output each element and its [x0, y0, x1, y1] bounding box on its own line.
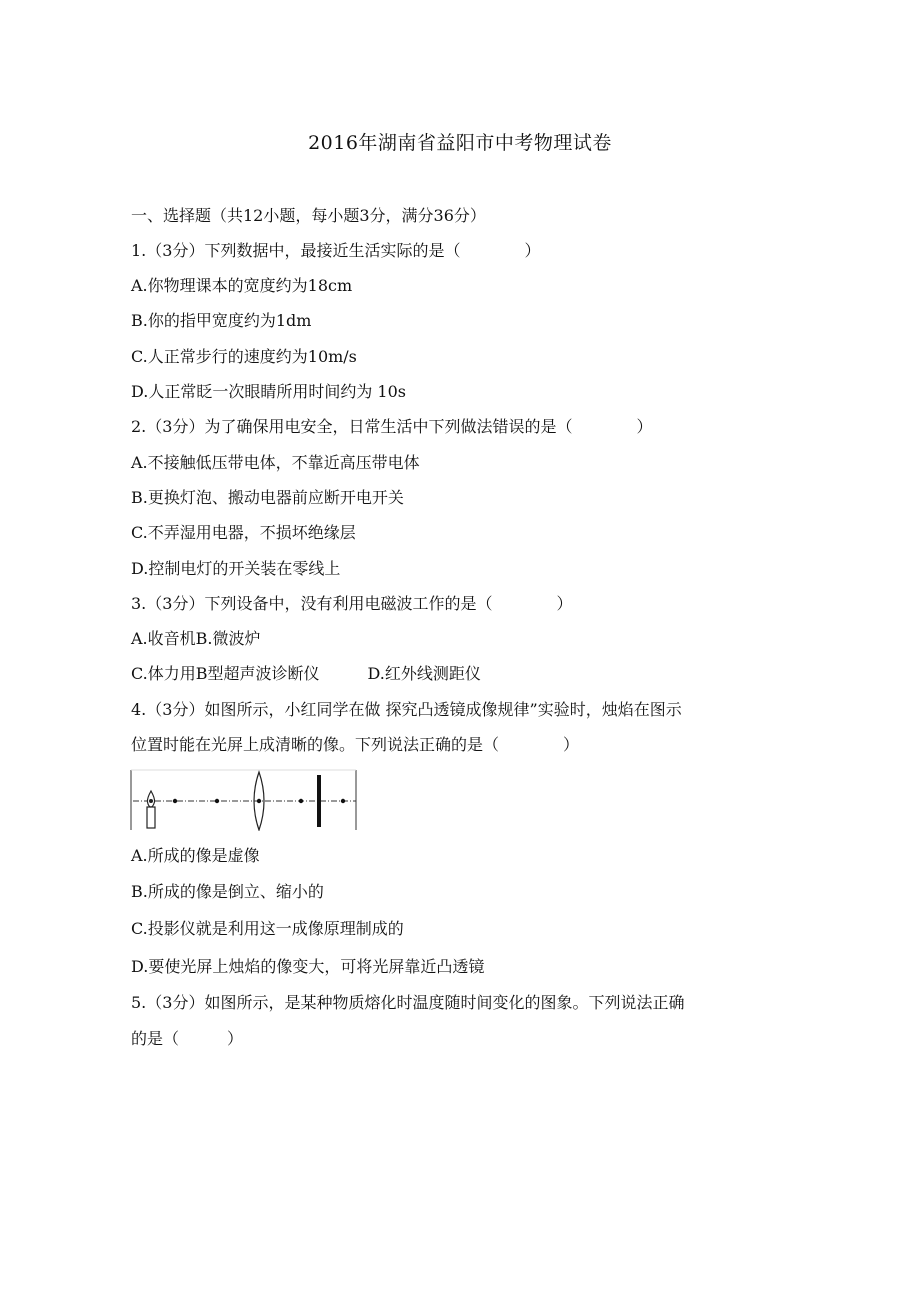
question-1-option-d: D.人正常眨一次眼睛所用时间约为 10s [131, 382, 407, 401]
section-heading: 一、选择题（共12小题，每小题3分，满分36分） [131, 206, 486, 225]
question-4-stem-line2: 位置时能在光屏上成清晰的像。下列说法正确的是（ ） [131, 735, 580, 754]
question-3-options-cd: C.体力用B型超声波诊断仪 D.红外线测距仪 [131, 664, 481, 683]
question-4-option-c: C.投影仪就是利用这一成像原理制成的 [131, 919, 404, 938]
axis-point [215, 799, 219, 803]
question-1-option-c: C.人正常步行的速度约为10m/s [131, 347, 357, 366]
question-4-option-d: D.要使光屏上烛焰的像变大，可将光屏靠近凸透镜 [131, 957, 485, 976]
question-2-stem: 2.（3分）为了确保用电安全，日常生活中下列做法错误的是（ ） [131, 417, 653, 436]
question-2-option-b: B.更换灯泡、搬动电器前应断开电开关 [131, 488, 404, 507]
question-1-option-b: B.你的指甲宽度约为1dm [131, 311, 312, 330]
lens-center-point [257, 799, 261, 803]
question-4-stem-line1: 4.（3分）如图所示，小红同学在做 探究凸透镜成像规律”实验时，烛焰在图示 [131, 700, 682, 719]
axis-point [299, 799, 303, 803]
question-1-option-a: A.你物理课本的宽度约为18cm [131, 276, 353, 295]
question-2-option-d: D.控制电灯的开关装在零线上 [131, 559, 341, 578]
question-1-stem: 1.（3分）下列数据中，最接近生活实际的是（ ） [131, 241, 541, 260]
question-5-stem-line1: 5.（3分）如图所示，是某种物质熔化时温度随时间变化的图象。下列说法正确 [131, 993, 685, 1012]
question-4-option-b: B.所成的像是倒立、缩小的 [131, 882, 324, 901]
question-3-stem: 3.（3分）下列设备中，没有利用电磁波工作的是（ ） [131, 594, 573, 613]
question-3-options-ab: A.收音机B.微波炉 [131, 629, 261, 648]
question-4-option-a: A.所成的像是虚像 [131, 846, 260, 865]
lens-experiment-figure [130, 769, 358, 831]
axis-point [341, 799, 345, 803]
question-2-option-a: A.不接触低压带电体，不靠近高压带电体 [131, 453, 420, 472]
question-5-stem-line2: 的是（ ） [131, 1029, 244, 1048]
question-2-option-c: C.不弄湿用电器，不损坏绝缘层 [131, 523, 356, 542]
page-title: 2016年湖南省益阳市中考物理试卷 [308, 132, 612, 154]
light-screen [317, 775, 321, 827]
axis-point [173, 799, 177, 803]
candle-icon [147, 791, 155, 828]
